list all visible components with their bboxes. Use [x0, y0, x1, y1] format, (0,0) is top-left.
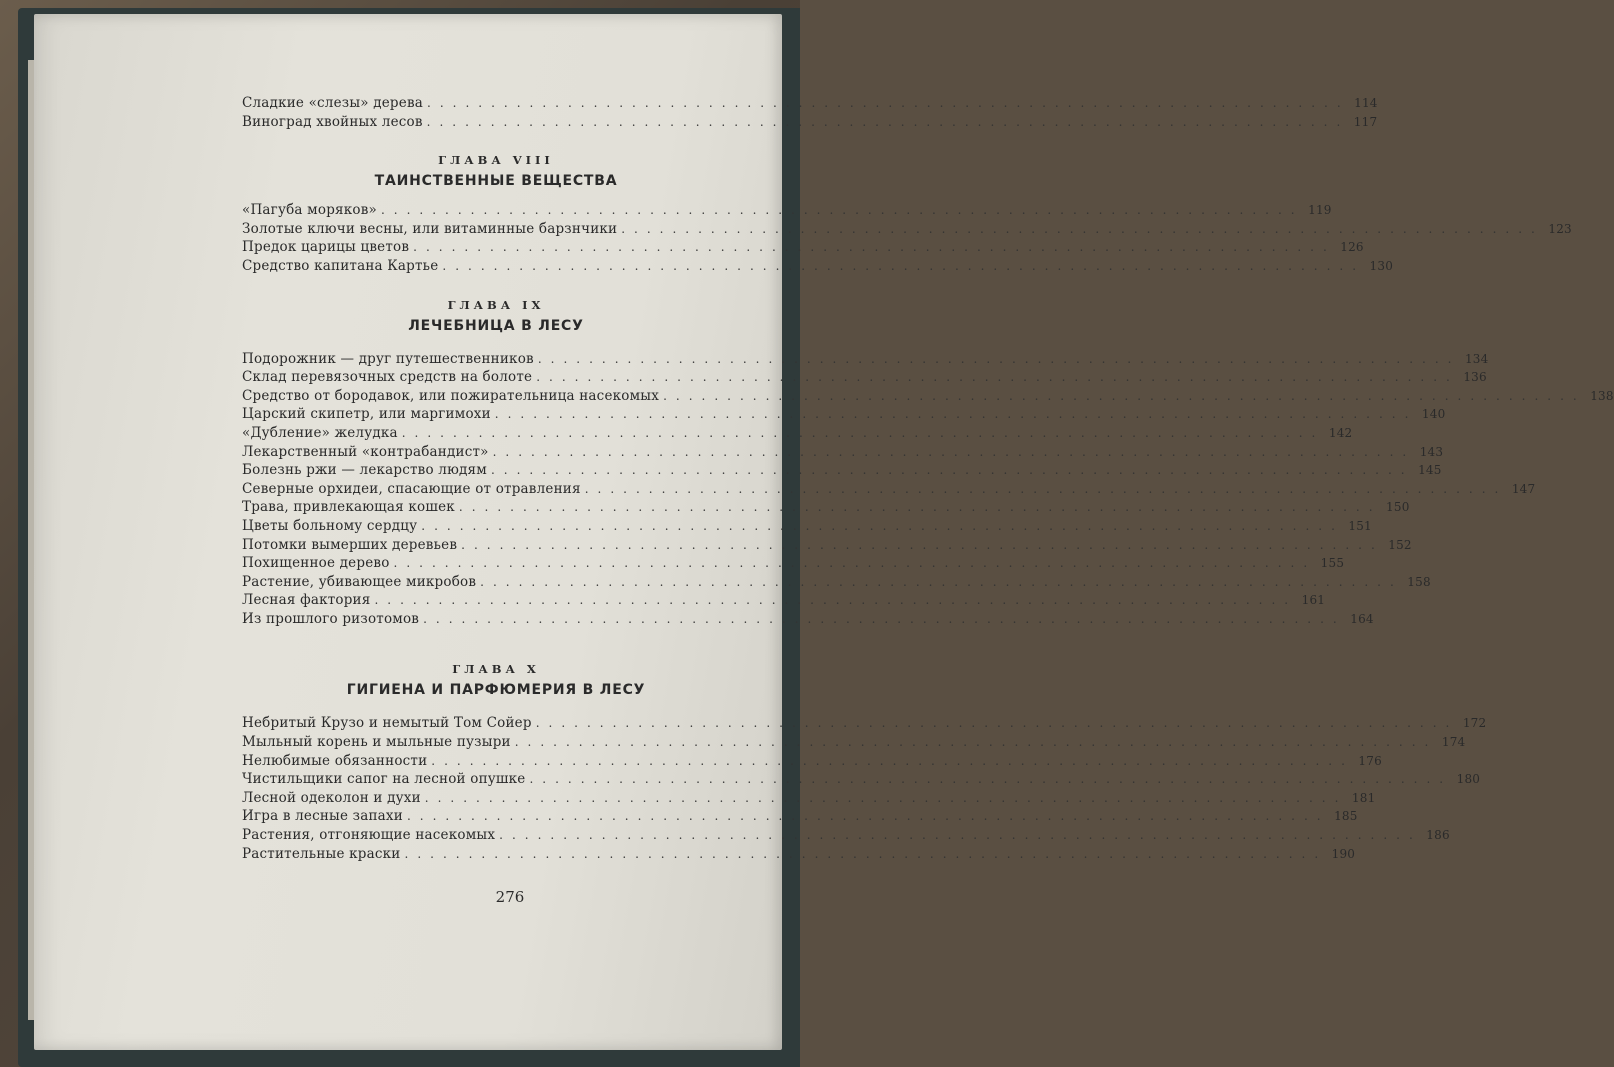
toc-entry-title: Сладкие «слезы» дерева: [242, 95, 424, 111]
toc-entry-title: Виноград хвойных лесов: [242, 113, 423, 130]
toc-entry-title: Северные орхидеи, спасающие от отравления: [242, 480, 581, 497]
toc-entry[interactable]: [242, 113, 1378, 132]
toc-list-chapter-9: [242, 350, 1614, 629]
leader-dots: ........................................................................: [499, 828, 1422, 843]
toc-entry[interactable]: [242, 201, 1332, 220]
chapter-title: ТАИНСТВЕННЫЕ ВЕЩЕСТВА: [374, 173, 618, 190]
toc-entry-title: Лекарственный «контрабандист»: [242, 443, 489, 460]
leader-dots: ........................................................................: [426, 114, 1350, 129]
chapter-label: ГЛАВА IX: [447, 297, 545, 312]
leader-dots: ........................................................................: [536, 370, 1459, 385]
toc-entry-title: Потомки вымерших деревьев: [242, 536, 458, 553]
toc-entry[interactable]: [242, 714, 1487, 733]
leader-dots: ........................................................................: [529, 772, 1453, 787]
leader-dots: ........................................................................: [490, 463, 1414, 478]
toc-entry-page: 114: [1354, 96, 1378, 110]
toc-entry-page: 134: [1464, 351, 1489, 366]
leader-dots: ........................................................................: [401, 425, 1325, 440]
toc-entry[interactable]: [242, 368, 1487, 387]
toc-entry[interactable]: [242, 807, 1358, 826]
toc-entry-page: 190: [1331, 846, 1356, 861]
toc-entry-title: Из прошлого ризотомов: [242, 610, 420, 627]
toc-entry-page: 158: [1407, 574, 1431, 589]
toc-entry[interactable]: [242, 443, 1444, 462]
leader-dots: ........................................................................: [374, 593, 1298, 608]
leader-dots: ........................................................................: [537, 351, 1461, 366]
toc-entry-page: 136: [1463, 370, 1487, 385]
toc-entry[interactable]: [242, 789, 1376, 808]
leader-dots: ........................................................................: [380, 203, 1304, 218]
toc-entry-title: Склад перевязочных средств на болоте: [242, 369, 533, 386]
leader-dots: ........................................................................: [406, 809, 1330, 824]
toc-entry-page: 147: [1511, 481, 1536, 496]
toc-entry-title: Предок царицы цветов: [242, 239, 410, 256]
toc-entry-title: Мыльный корень и мыльные пузыри: [242, 734, 511, 751]
toc-entry[interactable]: [242, 94, 1378, 113]
toc-entry-title: Растение, убивающее микробов: [242, 573, 477, 590]
toc-entry-title: «Пагуба моряков»: [242, 202, 377, 219]
leader-dots: ........................................................................: [492, 444, 1416, 459]
toc-entry[interactable]: [242, 350, 1489, 369]
toc-entry-page: 161: [1301, 593, 1326, 608]
leader-dots: ........................................................................: [584, 481, 1508, 496]
toc-entry-title: Болезнь ржи — лекарство людям: [242, 462, 487, 479]
toc-entry-title: Средство от бородавок, или пожирательница насекомых: [242, 387, 660, 404]
toc-list-top: [242, 94, 1378, 131]
toc-entry-page: 176: [1358, 753, 1382, 768]
toc-entry[interactable]: [242, 220, 1572, 239]
toc-entry-page: 164: [1350, 611, 1374, 626]
page-number: 276: [495, 888, 525, 906]
toc-entry-title: Золотые ключи весны, или витаминные барзнчики: [242, 220, 618, 237]
toc-entry-page: 130: [1369, 258, 1394, 273]
toc-entry-page: 142: [1328, 425, 1353, 440]
toc-entry-title: Лесной одеколон и духи: [242, 789, 421, 806]
leader-dots: ........................................................................: [663, 388, 1586, 403]
chapter-title: ЛЕЧЕБНИЦА В ЛЕСУ: [408, 317, 584, 334]
chapter-title: ГИГИЕНА И ПАРФЮМЕРИЯ В ЛЕСУ: [346, 682, 646, 699]
toc-entry-page: 174: [1441, 735, 1466, 750]
toc-entry-title: Цветы больному сердцу: [242, 517, 418, 534]
toc-entry-title: Средство капитана Картье: [242, 257, 439, 274]
toc-entry[interactable]: [242, 845, 1356, 864]
toc-entry[interactable]: [242, 610, 1374, 629]
toc-entry[interactable]: [242, 387, 1614, 406]
toc-entry[interactable]: [242, 238, 1364, 257]
toc-entry-page: 181: [1351, 790, 1376, 805]
toc-entry-title: Трава, привлекающая кошек: [242, 499, 455, 516]
toc-entry-title: Игра в лесные запахи: [242, 808, 403, 825]
leader-dots: ........................................................................: [458, 500, 1382, 515]
leader-dots: ........................................................................: [421, 518, 1344, 533]
toc-entry-page: 151: [1348, 518, 1372, 533]
leader-dots: ........................................................................: [393, 556, 1317, 571]
toc-entry[interactable]: [242, 424, 1353, 443]
toc-entry-page: 117: [1353, 114, 1378, 129]
toc-entry-title: Царский скипетр, или маргимохи: [242, 406, 491, 423]
toc-entry-page: 123: [1548, 221, 1572, 236]
toc-entry-page: 186: [1426, 828, 1450, 843]
toc-entry-page: 145: [1418, 463, 1442, 478]
toc-entry[interactable]: [242, 554, 1345, 573]
leader-dots: ........................................................................: [413, 240, 1336, 255]
leader-dots: ........................................................................: [427, 96, 1350, 110]
toc-entry-page: 180: [1456, 772, 1481, 787]
toc-entry-title: Нелюбимые обязанности: [242, 752, 428, 769]
toc-entry[interactable]: [242, 826, 1450, 845]
toc-entry[interactable]: [242, 733, 1466, 752]
toc-entry[interactable]: [242, 770, 1481, 789]
toc-entry-title: Растительные краски: [242, 845, 401, 862]
toc-entry-title: Растения, отгоняющие насекомых: [242, 827, 496, 844]
leader-dots: ........................................................................: [404, 846, 1328, 861]
leader-dots: ........................................................................: [494, 407, 1418, 422]
toc-entry-page: 185: [1334, 809, 1358, 824]
toc-entry[interactable]: [242, 573, 1431, 592]
leader-dots: ........................................................................: [535, 716, 1459, 731]
toc-entry[interactable]: [242, 536, 1412, 555]
toc-entry-page: 143: [1419, 444, 1444, 459]
toc-list-chapter-8: [242, 201, 1572, 275]
toc-entry[interactable]: [242, 480, 1536, 499]
toc-entry-page: 150: [1386, 500, 1410, 515]
chapter-label: ГЛАВА VIII: [438, 153, 554, 168]
toc-entry-title: Небритый Крузо и немытый Том Сойер: [242, 715, 532, 732]
toc-entry[interactable]: [242, 517, 1372, 536]
toc-entry-page: 172: [1462, 716, 1487, 731]
toc-entry-title: Чистильщики сапог на лесной опушке: [242, 771, 526, 788]
toc-entry-title: Лесная фактория: [242, 592, 371, 609]
toc-list-chapter-10: [242, 714, 1487, 863]
toc-entry-page: 140: [1421, 407, 1446, 422]
toc-entry[interactable]: [242, 461, 1442, 480]
leader-dots: ........................................................................: [431, 753, 1354, 768]
toc-entry-page: 119: [1308, 203, 1332, 218]
toc-entry-title: «Дубление» желудка: [242, 424, 398, 441]
table-of-contents: [242, 94, 1614, 863]
toc-entry-page: 152: [1388, 537, 1412, 552]
leader-dots: ........................................................................: [424, 790, 1348, 805]
leader-dots: ........................................................................: [461, 537, 1384, 552]
leader-dots: ........................................................................: [514, 735, 1438, 750]
toc-entry[interactable]: [242, 591, 1326, 610]
leader-dots: ........................................................................: [480, 574, 1403, 589]
leader-dots: ........................................................................: [621, 221, 1544, 236]
toc-entry[interactable]: [242, 405, 1446, 424]
chapter-label: ГЛАВА X: [452, 662, 540, 677]
toc-entry-title: Подорожник — друг путешественников: [242, 350, 534, 367]
leader-dots: ........................................................................: [442, 258, 1366, 273]
toc-entry-page: 126: [1340, 240, 1364, 255]
toc-entry-page: 138: [1590, 388, 1614, 403]
leader-dots: ........................................................................: [423, 611, 1346, 626]
toc-entry-page: 155: [1320, 556, 1345, 571]
toc-entry[interactable]: [242, 257, 1394, 276]
toc-entry-title: Похищенное дерево: [242, 555, 390, 572]
toc-entry[interactable]: [242, 498, 1410, 517]
toc-entry[interactable]: [242, 752, 1382, 771]
